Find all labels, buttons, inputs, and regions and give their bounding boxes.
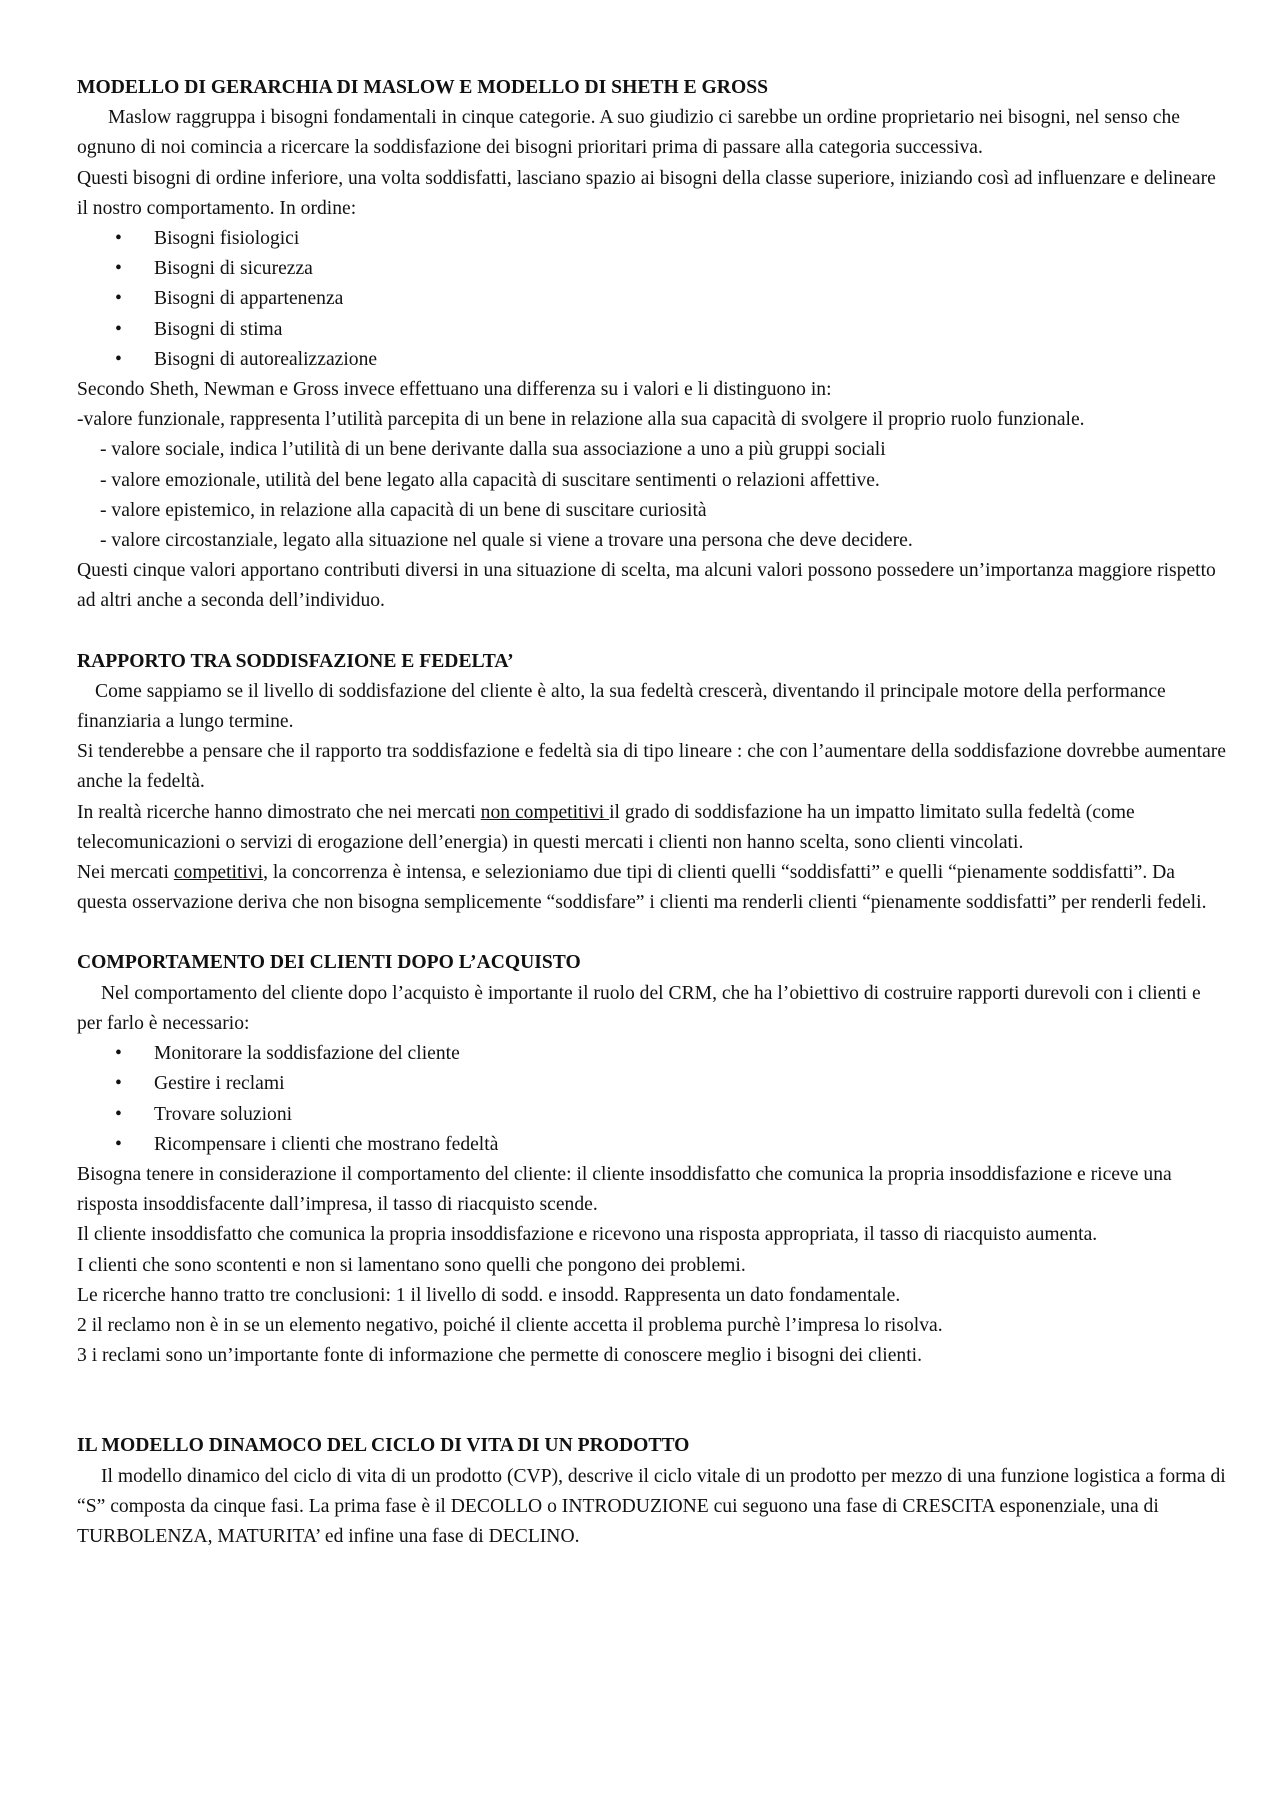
document-page — [77, 73, 1227, 1552]
list-item: • Gestire i reclami — [77, 1069, 1227, 1099]
section-title-comportamento: COMPORTAMENTO DEI CLIENTI DOPO L’ACQUISTO — [77, 952, 581, 974]
value-emozionale: - valore emozionale, utilità del bene legato alla capacità di suscitare sentimenti o relazioni affettive. — [100, 469, 880, 491]
bullet-icon: • — [115, 288, 122, 310]
underlined-term: competitivi — [173, 862, 264, 884]
soddisfazione-paragraph-4: Nei mercati competitivi, la concorrenza è intensa, e selezioniamo due tipi di clienti quelli “soddisfatti” e quelli “pienamente soddisfatti”. Da questa osservazione deriva che non bisogna semplicemente “soddisfare” i clienti ma renderli clienti “pienamente soddisfatti” per renderli fedeli. — [77, 862, 1207, 914]
bullet-icon: • — [115, 318, 122, 340]
comportamento-paragraph-5: Le ricerche hanno tratto tre conclusioni: 1 il livello di sodd. e insodd. Rappresenta un dato fondamentale. — [77, 1284, 901, 1306]
crm-actions-list — [77, 1039, 1227, 1160]
section-spacer — [77, 918, 1227, 948]
bullet-icon: • — [115, 1133, 122, 1155]
maslow-paragraph-2: Questi bisogni di ordine inferiore, una volta soddisfatti, lasciano spazio ai bisogni della classe superiore, iniziando così ad influenzare e delineare il nostro comportamento. In ordine: — [77, 167, 1216, 219]
list-item: • Bisogni di autorealizzazione — [77, 345, 1227, 375]
value-sociale: - valore sociale, indica l’utilità di un bene derivante dalla sua associazione a uno a più gruppi sociali — [100, 439, 886, 461]
maslow-intro: Maslow raggruppa i bisogni fondamentali in cinque categorie. A suo giudizio ci sarebbe un ordine proprietario nei bisogni, nel senso che ognuno di noi comincia a ricercare la soddisfazione dei bisogni prioritari prima di passare alla categoria successiva. — [77, 107, 1180, 159]
bullet-icon: • — [115, 1103, 122, 1125]
comportamento-paragraph-6: 2 il reclamo non è in se un elemento negativo, poiché il cliente accetta il problema purchè l’impresa lo risolva. — [77, 1314, 943, 1336]
bullet-icon: • — [115, 228, 122, 250]
comportamento-paragraph-7: 3 i reclami sono un’importante fonte di informazione che permette di conoscere meglio i bisogni dei clienti. — [77, 1345, 922, 1367]
maslow-closing: Questi cinque valori apportano contributi diversi in una situazione di scelta, ma alcuni valori possono possedere un’importanza maggiore rispetto ad altri anche a seconda dell’individuo. — [77, 560, 1216, 612]
list-item: • Monitorare la soddisfazione del cliente — [77, 1039, 1227, 1069]
comportamento-paragraph-4: I clienti che sono scontenti e non si lamentano sono quelli che pongono dei problemi. — [77, 1254, 746, 1276]
value-circostanziale: - valore circostanziale, legato alla situazione nel quale si viene a trovare una persona che deve decidere. — [100, 530, 913, 552]
list-item: • Bisogni di appartenenza — [77, 284, 1227, 314]
soddisfazione-intro: Come sappiamo se il livello di soddisfazione del cliente è alto, la sua fedeltà crescerà, diventando il principale motore della performance finanziaria a lungo termine. — [77, 680, 1166, 733]
maslow-needs-list — [77, 224, 1227, 375]
list-item: • Bisogni di sicurezza — [77, 254, 1227, 284]
list-item: • Ricompensare i clienti che mostrano fedeltà — [77, 1130, 1227, 1160]
value-epistemico: - valore epistemico, in relazione alla capacità di un bene di suscitare curiosità — [100, 499, 707, 521]
comportamento-intro: Nel comportamento del cliente dopo l’acquisto è importante il ruolo del CRM, che ha l’obiettivo di costruire rapporti durevoli con i clienti e per farlo è necessario: — [77, 982, 1201, 1034]
bullet-icon: • — [115, 258, 122, 280]
list-item: • Trovare soluzioni — [77, 1100, 1227, 1130]
underlined-term: non competitivi — [480, 801, 610, 823]
bullet-icon: • — [115, 1073, 122, 1095]
sheth-intro: Secondo Sheth, Newman e Gross invece effettuano una differenza su i valori e li distinguono in: — [77, 379, 832, 401]
bullet-icon: • — [115, 1043, 122, 1065]
section-spacer — [77, 1371, 1227, 1431]
section-spacer — [77, 617, 1227, 647]
section-title-maslow: MODELLO DI GERARCHIA DI MASLOW E MODELLO DI SHETH E GROSS — [77, 77, 768, 98]
soddisfazione-paragraph-2: Si tenderebbe a pensare che il rapporto tra soddisfazione e fedeltà sia di tipo lineare : che con l’aumentare della soddisfazione dovrebbe aumentare anche la fedeltà. — [77, 741, 1227, 793]
list-item: • Bisogni di stima — [77, 315, 1227, 345]
value-funzionale: -valore funzionale, rappresenta l’utilità parcepita di un bene in relazione alla sua capacità di svolgere il proprio ruolo funzionale. — [77, 409, 1085, 431]
ciclo-intro: Il modello dinamico del ciclo di vita di un prodotto (CVP), descrive il ciclo vitale di un prodotto per mezzo di una funzione logistica a forma di “S” composta da cinque fasi. La prima fase è il DECOLLO o INTRODUZIONE cui seguono una fase di CRESCITA esponenziale, una di TURBOLENZA, MATURITA’ ed infine una fase di DECLINO. — [77, 1465, 1226, 1547]
soddisfazione-paragraph-3: In realtà ricerche hanno dimostrato che nei mercati non competitivi il grado di soddisfazione ha un impatto limitato sulla fedeltà (come telecomunicazioni o servizi di erogazione dell’energia) in questi mercati i clienti non hanno scelta, sono clienti vincolati. — [77, 801, 1135, 853]
comportamento-paragraph-3: Il cliente insoddisfatto che comunica la propria insoddisfazione e ricevono una risposta appropriata, il tasso di riacquisto aumenta. — [77, 1224, 1098, 1246]
bullet-icon: • — [115, 348, 122, 370]
section-title-ciclo: IL MODELLO DINAMOCO DEL CICLO DI VITA DI UN PRODOTTO — [77, 1435, 690, 1457]
section-title-soddisfazione: RAPPORTO TRA SODDISFAZIONE E FEDELTA’ — [77, 650, 514, 672]
comportamento-paragraph-2: Bisogna tenere in considerazione il comportamento del cliente: il cliente insoddisfatto che comunica la propria insoddisfazione e riceve una risposta insoddisfacente dall’impresa, il tasso di riacquisto scende. — [77, 1163, 1172, 1216]
list-item: • Bisogni fisiologici — [77, 224, 1227, 254]
